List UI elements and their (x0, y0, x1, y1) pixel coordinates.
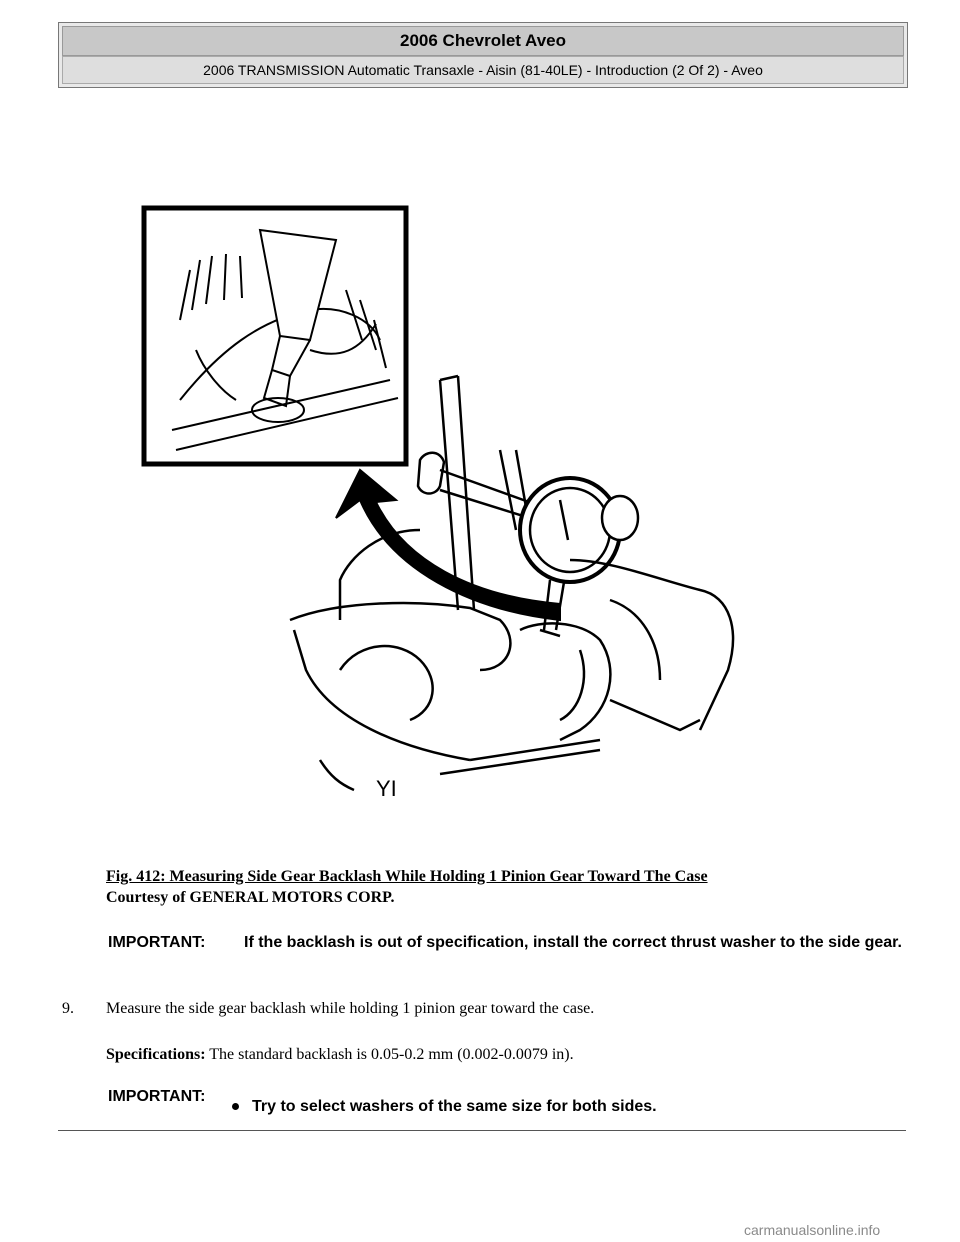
figure-callout: YI (376, 776, 397, 800)
specifications-label: Specifications: (106, 1046, 206, 1063)
important-text: Try to select washers of the same size for both sides. (252, 1098, 657, 1115)
watermark: carmanualsonline.info (744, 1222, 881, 1238)
figure-caption (106, 866, 708, 908)
step-number: 9. (62, 1000, 74, 1017)
section-title: 2006 TRANSMISSION Automatic Transaxle - Aisin (81-40LE) - Introduction (2 Of 2) - Aveo (62, 56, 904, 84)
important-text: If the backlash is out of specification, install the correct thrust washer to the side gear. (244, 934, 902, 951)
specifications-line (106, 1046, 574, 1064)
figure-caption-title: Fig. 412: Measuring Side Gear Backlash While Holding 1 Pinion Gear Toward The Case (106, 868, 708, 885)
step-text: Measure the side gear backlash while holding 1 pinion gear toward the case. (106, 1000, 595, 1017)
important-label: IMPORTANT: (108, 934, 206, 951)
bullet-icon (232, 1103, 239, 1110)
specifications-text: The standard backlash is 0.05-0.2 mm (0.002-0.0079 in). (205, 1046, 574, 1063)
figure-caption-credit: Courtesy of GENERAL MOTORS CORP. (106, 889, 395, 906)
document-header (58, 22, 908, 88)
important-label: IMPORTANT: (108, 1088, 206, 1105)
dial-indicator-illustration (140, 200, 760, 800)
vehicle-title: 2006 Chevrolet Aveo (62, 26, 904, 56)
page-bottom-rule (58, 1130, 906, 1131)
